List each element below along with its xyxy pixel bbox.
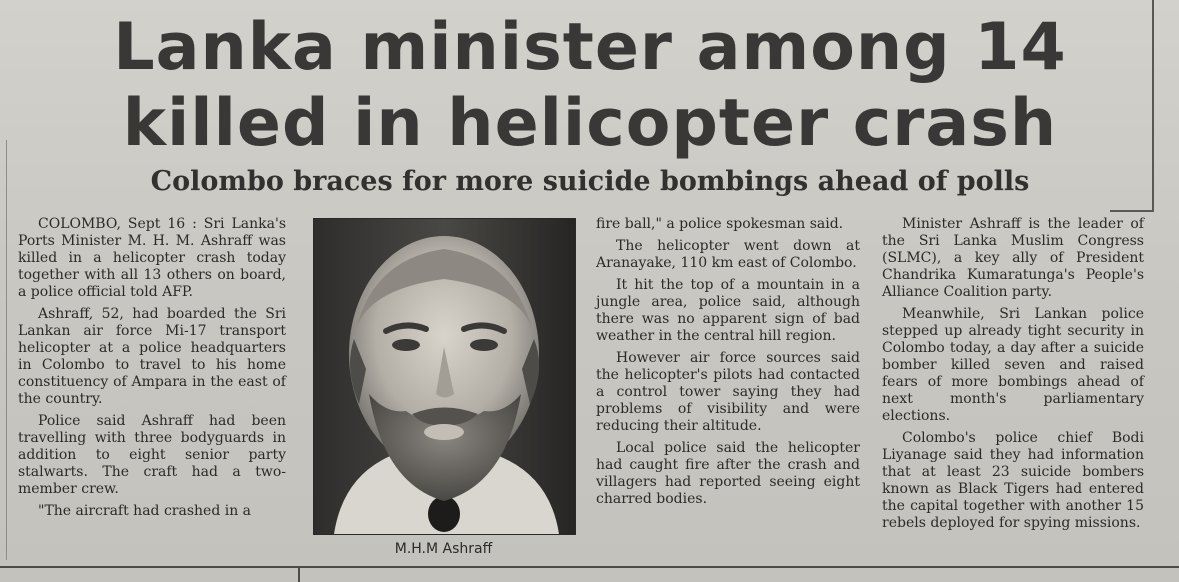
bottom-rule xyxy=(0,566,1179,568)
subheadline: Colombo braces for more suicide bombings ahead of polls xyxy=(150,166,1030,197)
photo-caption: M.H.M Ashraff xyxy=(394,541,493,557)
paragraph: Police said Ashraff had been travelling with three bodyguards in addition to eight senior party stalwarts. The craft had a two-member crew. xyxy=(18,413,286,497)
paragraph: Ashraff, 52, had boarded the Sri Lankan air force Mi-17 transport helicopter at a police headquarters in Colombo to travel to his home constituency of Ampara in the east of the country. xyxy=(18,306,286,407)
headline-line-2: killed in helicopter crash xyxy=(122,86,1058,161)
paragraph: The helicopter went down at Aranayake, 110 km east of Colombo. xyxy=(596,238,860,271)
portrait-image xyxy=(314,219,575,534)
paragraph: "The aircraft had crashed in a xyxy=(38,503,252,519)
paragraph: Local police said the helicopter had caught fire after the crash and villagers had reported seeing eight charred bodies. xyxy=(596,440,860,507)
paragraph: fire ball," a police spokesman said. xyxy=(596,216,844,232)
portrait-photo xyxy=(313,218,576,535)
headline-line-1: Lanka minister among 14 xyxy=(113,10,1067,85)
paragraph: It hit the top of a mountain in a jungle area, police said, although there was no apparent sign of bad weather in the central hill region. xyxy=(596,277,860,344)
paragraph: However air force sources said the helicopter's pilots had contacted a control tower saying they had problems of visibility and were reducing their altitude. xyxy=(596,350,860,434)
article-column-3 xyxy=(596,216,860,513)
paragraph: Meanwhile, Sri Lankan police stepped up already tight security in Colombo today, a day after a suicide bomber killed seven and raised fears of more bombings ahead of next month's parliamentary elections. xyxy=(882,306,1144,424)
left-margin-rule xyxy=(6,140,7,560)
paragraph: COLOMBO, Sept 16 : Sri Lanka's Ports Minister M. H. M. Ashraff was killed in a helicopter crash today together with all 13 others on board, a police official told AFP. xyxy=(18,216,286,300)
paragraph: Minister Ashraff is the leader of the Sri Lanka Muslim Congress (SLMC), a key ally of President Chandrika Kumaratunga's People's Alliance Coalition party. xyxy=(882,216,1144,300)
column-rule-horizontal xyxy=(1110,210,1154,212)
article-column-4 xyxy=(882,216,1144,537)
headline xyxy=(40,10,1140,162)
article-column-1 xyxy=(18,216,286,525)
column-rule-vertical xyxy=(1152,0,1154,212)
paragraph: Colombo's police chief Bodi Liyanage said they had information that at least 23 suicide bombers known as Black Tigers had entered the capital together with another 15 rebels deployed for spying missions. xyxy=(882,430,1144,531)
bottom-rule-tick xyxy=(298,566,300,582)
